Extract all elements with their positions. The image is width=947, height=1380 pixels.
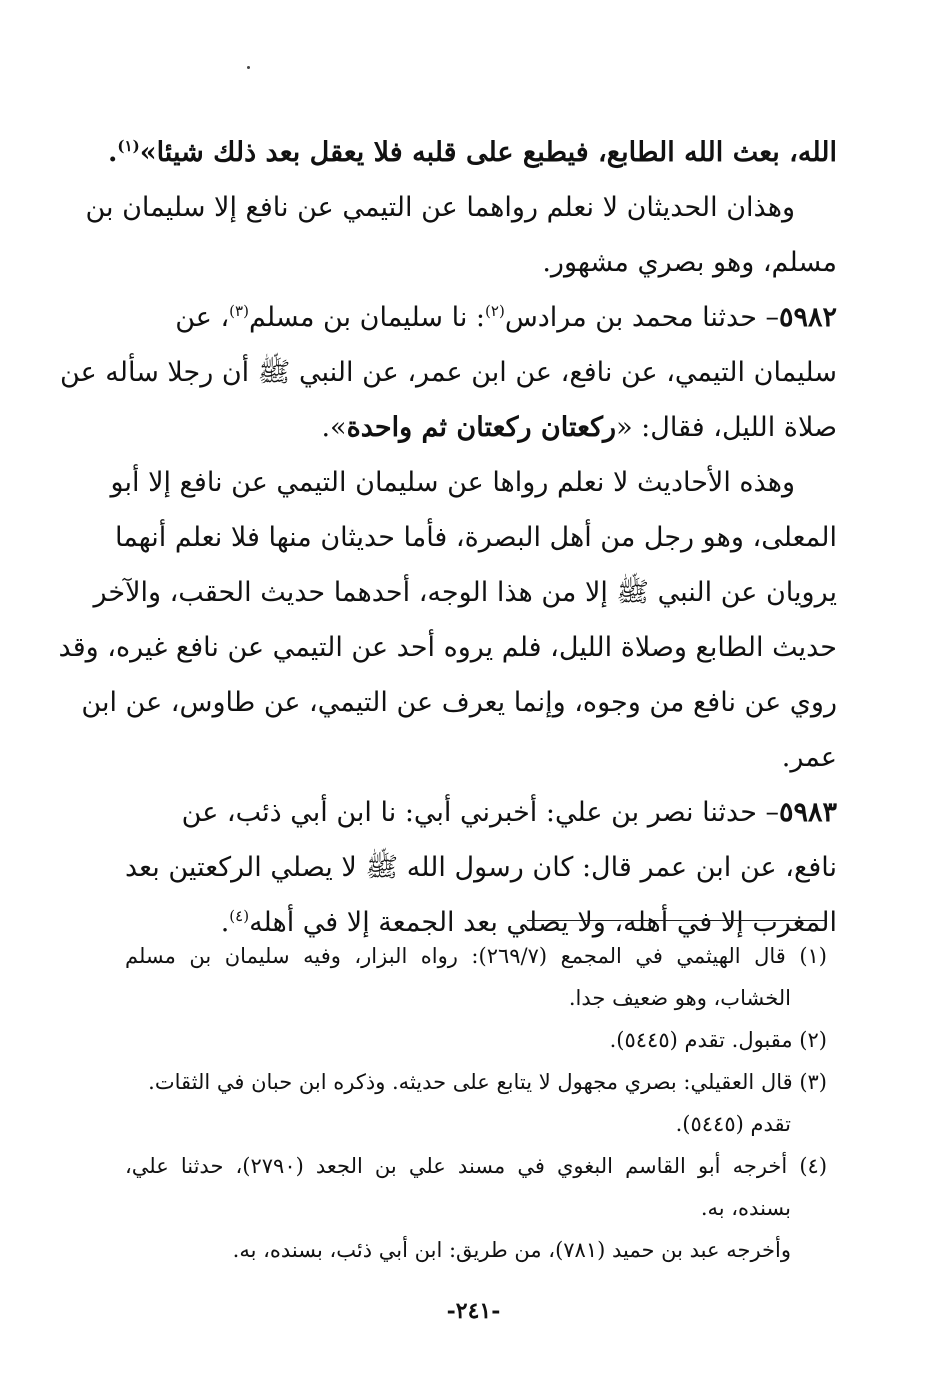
footnote-4-extra: وأخرجه عبد بن حميد (٧٨١)، من طريق: ابن أبي ذئب، بسنده، به. bbox=[232, 1238, 791, 1262]
footnote-separator bbox=[527, 920, 825, 921]
footnote-1: (١) قال الهيثمي في المجمع (٢٦٩/٧): رواه البزار، وفيه سليمان بن مسلم bbox=[125, 944, 827, 968]
text-line-5: سليمان التيمي، عن نافع، عن ابن عمر، عن النبي ﷺ أن رجلا سأله عن bbox=[60, 357, 837, 388]
text-line-8: المعلى، وهو رجل من أهل البصرة، فأما حديثان منها فلا نعلم أنهما bbox=[114, 522, 837, 553]
hadith-number: ٥٩٨٣ bbox=[778, 797, 837, 828]
text-segment: : نا سليمان بن مسلم bbox=[248, 302, 486, 333]
main-text bbox=[58, 125, 837, 950]
footnote-ref-2[interactable]: (٢) bbox=[485, 302, 505, 320]
footnote-1-cont: الخشاب، وهو ضعيف جدا. bbox=[568, 986, 791, 1010]
hadith-number: ٥٩٨٢ bbox=[778, 302, 837, 333]
text-line-1: الله، بعث الله الطابع، فيطبع على قلبه فلا يعقل بعد ذلك شيئا»$^{(١)}$. bbox=[108, 137, 837, 168]
footnote-3: (٣) قال العقيلي: بصري مجهول لا يتابع على حديثه. وذكره ابن حبان في الثقات. bbox=[148, 1070, 827, 1094]
text-line-12: عمر. bbox=[781, 742, 837, 773]
footnote-3-cont: تقدم (٥٤٤٥). bbox=[675, 1112, 791, 1136]
hadith-matn: ركعتان ركعتان ثم واحدة bbox=[346, 412, 617, 443]
footnote-ref-1[interactable]: (١) bbox=[117, 137, 140, 155]
text-segment: . bbox=[220, 907, 230, 938]
text-line-3: مسلم، وهو بصري مشهور. bbox=[542, 247, 837, 278]
text-line-9: يرويان عن النبي ﷺ إلا من هذا الوجه، أحدهما حديث الحقب، والآخر bbox=[93, 577, 837, 608]
footnote-ref-4[interactable]: (٤) bbox=[229, 907, 250, 925]
page-number: -٢٤١- bbox=[446, 1298, 501, 1324]
footnote-4-cont: بسنده، به. bbox=[700, 1196, 791, 1220]
text-segment: صلاة الليل، فقال: « bbox=[616, 412, 837, 443]
text-line-2: وهذان الحديثان لا نعلم رواهما عن التيمي عن نافع إلا سليمان بن bbox=[85, 192, 795, 223]
hadith-5983-line-1 bbox=[125, 785, 837, 840]
footnote-4: (٤) أخرجه أبو القاسم البغوي في مسند علي بن الجعد (٢٧٩٠)، حدثنا علي، bbox=[125, 1154, 828, 1178]
footnote-ref-3[interactable]: (٣) bbox=[229, 302, 249, 320]
text-segment: ، عن bbox=[175, 302, 230, 333]
text-segment: – حدثنا محمد بن مرادس bbox=[504, 302, 779, 333]
text-segment: – حدثنا نصر بن علي: أخبرني أبي: نا ابن أبي ذئب، عن bbox=[181, 797, 779, 828]
text-line-7: وهذه الأحاديث لا نعلم رواها عن سليمان التيمي عن نافع إلا أبو bbox=[110, 467, 795, 498]
footnotes bbox=[125, 935, 827, 1271]
text-segment: الله، بعث الله الطابع، فيطبع على قلبه فلا يعقل بعد ذلك شيئا» bbox=[139, 137, 837, 168]
footnote-2: (٢) مقبول. تقدم (٥٤٤٥). bbox=[609, 1028, 827, 1052]
speck-mark bbox=[247, 66, 250, 69]
text-segment: المغرب إلا في أهله، ولا يصلي بعد الجمعة إلا في أهله bbox=[249, 907, 837, 938]
hadith-5982-line-1 bbox=[125, 290, 837, 345]
text-line-14: نافع، عن ابن عمر قال: كان رسول الله ﷺ لا يصلي الركعتين بعد bbox=[125, 852, 837, 883]
text-segment: ». bbox=[321, 412, 347, 443]
text-line-11: روي عن نافع من وجوه، وإنما يعرف عن التيمي، عن طاوس، عن ابن bbox=[81, 687, 837, 718]
text-line-10: حديث الطابع وصلاة الليل، فلم يروه أحد عن التيمي عن نافع غيره، وقد bbox=[58, 632, 837, 663]
text-line-6 bbox=[125, 400, 837, 455]
